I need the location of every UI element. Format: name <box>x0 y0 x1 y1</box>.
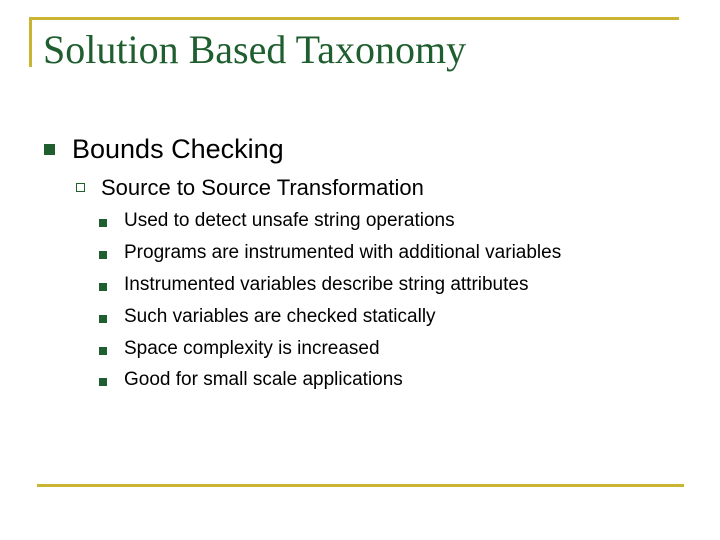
small-square-bullet-icon <box>99 378 107 386</box>
bullet-level3-item: Good for small scale applications <box>124 369 403 390</box>
slide-title: Solution Based Taxonomy <box>43 27 467 72</box>
bullet-level3-item: Used to detect unsafe string operations <box>124 210 455 231</box>
bullet-level1-text: Bounds Checking <box>72 134 284 164</box>
title-left-rule <box>29 17 32 67</box>
bullet-level2-text: Source to Source Transformation <box>101 175 424 200</box>
filled-square-bullet-icon <box>44 144 55 155</box>
footer-rule <box>37 484 684 487</box>
bullet-level3-item: Space complexity is increased <box>124 338 380 359</box>
hollow-square-bullet-icon <box>76 183 85 192</box>
small-square-bullet-icon <box>99 315 107 323</box>
small-square-bullet-icon <box>99 347 107 355</box>
small-square-bullet-icon <box>99 219 107 227</box>
bullet-level3-item: Such variables are checked statically <box>124 306 436 327</box>
small-square-bullet-icon <box>99 283 107 291</box>
small-square-bullet-icon <box>99 251 107 259</box>
title-top-rule <box>29 17 679 20</box>
bullet-level3-item: Programs are instrumented with additional variables <box>124 242 562 263</box>
bullet-level3-item: Instrumented variables describe string attributes <box>124 274 529 295</box>
